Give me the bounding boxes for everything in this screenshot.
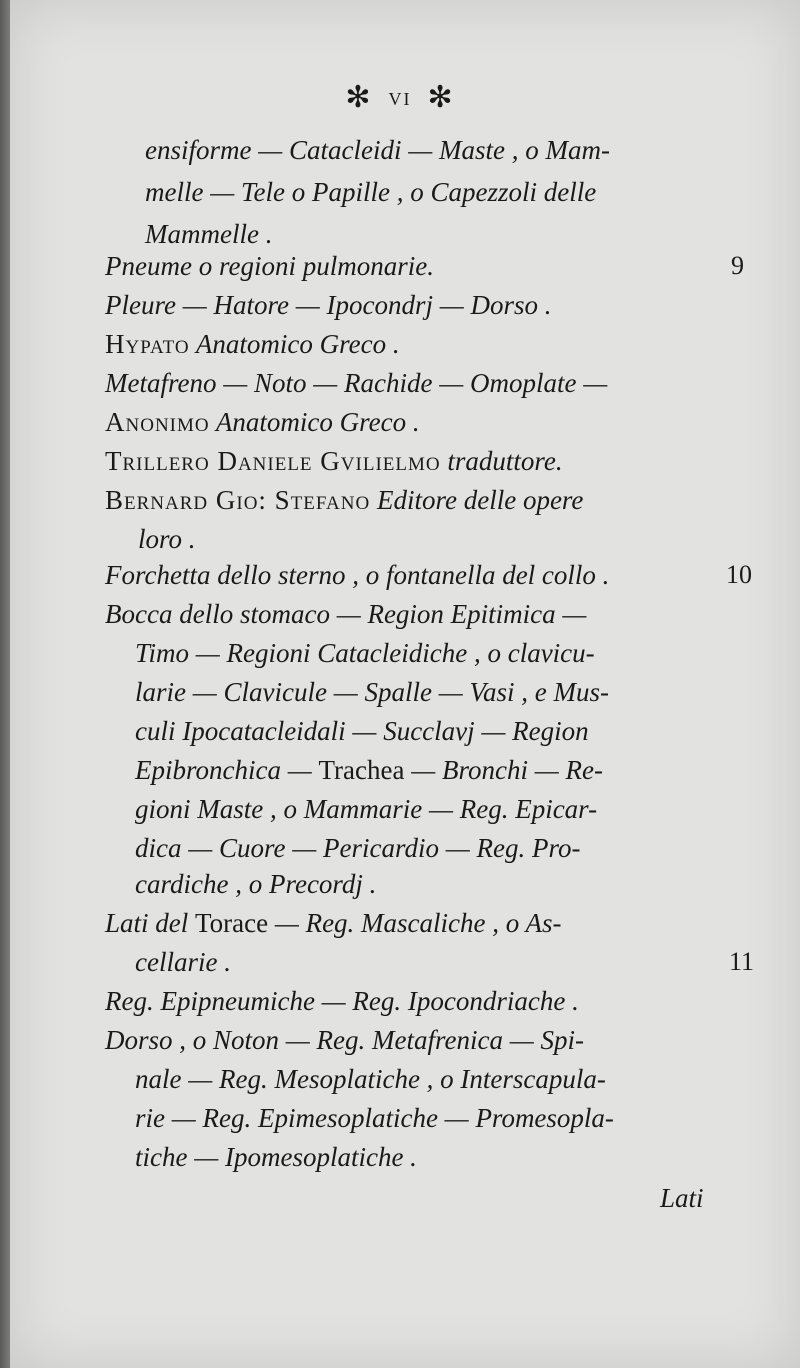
text-line: rie — Reg. Epimesoplatiche — Promesopla- [135, 1103, 614, 1133]
text-line: Forchetta dello sterno , o fontanella del collo . [105, 560, 610, 590]
text-line: gioni Maste , o Mammarie — Reg. Epicar- [135, 794, 598, 824]
text-line: Trillero Daniele Gvilielmo traduttore. [105, 446, 563, 476]
text-line: culi Ipocatacleidali — Succlavj — Region [135, 716, 589, 746]
text-line: Pleure — Hatore — Ipocondrj — Dorso . [105, 290, 552, 320]
text-line: Epibronchica — Trachea — Bronchi — Re- [135, 755, 603, 785]
text-line: larie — Clavicule — Spalle — Vasi , e Mus- [135, 677, 609, 707]
text-line: dica — Cuore — Pericardio — Reg. Pro- [135, 833, 581, 863]
text-line: Metafreno — Noto — Rachide — Omoplate — [105, 368, 608, 398]
text-line: cardiche , o Precordj . [135, 869, 377, 899]
text-line: Pneume o regioni pulmonarie. [105, 251, 434, 281]
text-line: tiche — Ipomesoplatiche . [135, 1142, 417, 1172]
text-line: ensiforme — Catacleidi — Maste , o Mam- [145, 135, 610, 165]
text-line: Bocca dello stomaco — Region Epitimica — [105, 599, 587, 629]
text-line: melle — Tele o Papille , o Capezzoli delle [145, 177, 597, 207]
asterism-left-icon: ✻ [345, 81, 373, 114]
text-line: Mammelle . [145, 219, 273, 249]
text-line: Dorso , o Noton — Reg. Metafrenica — Spi- [105, 1025, 584, 1055]
page-reference: 10 [726, 560, 752, 589]
text-line: Lati del Torace — Reg. Mascaliche , o As- [105, 908, 562, 938]
folio-number: VI [388, 89, 412, 109]
page-reference: 9 [731, 251, 744, 280]
text-line: Bernard Gio: Stefano Editore delle opere [105, 485, 584, 515]
text-line: Anonimo Anatomico Greco . [105, 407, 420, 437]
page-header [0, 80, 800, 115]
text-line: Hypato Anatomico Greco . [105, 329, 400, 359]
catchword: Lati [660, 1183, 704, 1213]
asterism-right-icon: ✻ [427, 81, 455, 114]
text-line: nale — Reg. Mesoplatiche , o Interscapula- [135, 1064, 606, 1094]
text-line: Reg. Epipneumiche — Reg. Ipocondriache . [105, 986, 579, 1016]
page-reference: 11 [728, 947, 754, 976]
text-line: loro . [138, 524, 196, 554]
text-line: cellarie . [135, 947, 231, 977]
text-line: Timo — Regioni Catacleidiche , o clavicu- [135, 638, 595, 668]
